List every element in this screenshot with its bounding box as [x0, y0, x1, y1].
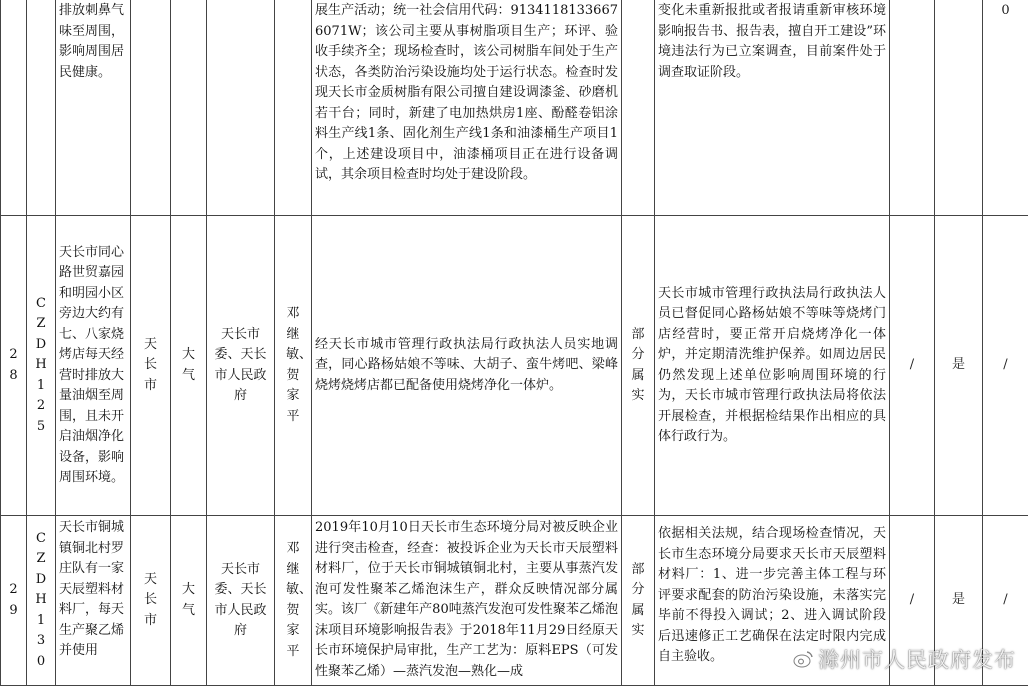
weibo-logo-icon [792, 648, 814, 670]
status-cell-2 [935, 0, 983, 216]
responsible-unit-cell: 天长市委、天长市人民政府 [207, 516, 275, 686]
handling-cell: 天长市城市管理行政执法局行政执法人员已督促同心路杨姑娘不等味等烧烤门店经营时，要正常开启烧烤净化一体炉，并定期清洗维护保养。如周边居民仍然发现上述单位影响周围环境的行为，天长市城市管理行政执法局将依法开展检查，并根据检结果作出相应的具体行政行为。 [655, 216, 890, 516]
seq-cell: 29 [1, 516, 27, 686]
region-cell: 天长市 [131, 216, 171, 516]
code-cell: CZDH125 [27, 216, 56, 516]
responsible-leader-cell: 邓继敏、贺家平 [275, 216, 312, 516]
region-cell: 天长市 [131, 516, 171, 686]
status-cell-3: / [983, 216, 1028, 516]
status-cell-1: / [890, 516, 935, 686]
watermark-text: 滁州市人民政府发布 [818, 644, 1016, 674]
responsible-leader-cell [275, 0, 312, 216]
findings-cell: 2019年10月10日天长市生态环境分局对被反映企业进行突击检查，经查：被投诉企业为天长市天辰塑料材料厂，位于天长市铜城镇铜北村，主要从事蒸汽发泡可发性聚苯乙烯泡沫生产，群众反映情况部分属实。该厂《新建年产80吨蒸汽发泡可发性聚苯乙烯泡沫项目环境影响报告表》于2018年11月29日经原天长市环境保护局审批，生产工艺为：原料EPS（可发性聚苯乙烯）—蒸汽发泡—熟化—成 [312, 516, 622, 686]
code-cell: CZDH130 [27, 516, 56, 686]
status-cell-2: 是 [935, 216, 983, 516]
verdict-cell [622, 0, 655, 216]
status-cell-1: / [890, 216, 935, 516]
watermark [792, 644, 1016, 674]
handling-cell: 依据相关法规，结合现场检查情况，天长市生态环境分局要求天长市天辰塑料材料厂：1、进一步完善主体工程与环评要求配套的防治污染设施，未落实完毕前不得投入调试；2、进入调试阶段后迅速修正工艺确保在法定时限内完成自主验收。 [655, 516, 890, 686]
verdict-cell: 部分属实 [622, 516, 655, 686]
findings-cell: 经天长市城市管理行政执法局行政执法人员实地调查，同心路杨姑娘不等味、大胡子、蛮牛烤吧、梁峰烧烤烧烤店都已配备使用烧烤净化一体炉。 [312, 216, 622, 516]
findings-cell: 展生产活动；统一社会信用代码：91341181336676071W；该公司主要从事树脂项目生产；环评、验收手续齐全；现场检查时，该公司树脂车间处于生产状态，各类防治污染设施均处于运行状态。检查时发现天长市金质树脂有限公司擅自建设调漆釜、砂磨机若干台；同时，新建了电加热烘房1座、酚醛卷铝涂料生产线1条、固化剂生产线1条和油漆桶生产项目1个，上述建设项目中，油漆桶项目正在进行设备调试，其余项目检查时均处于建设阶段。 [312, 0, 622, 216]
complaint-cell: 排放刺鼻气味至周围，影响周围居民健康。 [56, 0, 131, 216]
responsible-unit-cell [207, 0, 275, 216]
status-cell-1 [890, 0, 935, 216]
seq-cell: 28 [1, 216, 27, 516]
complaint-cell: 天长市同心路世贸嘉园和明园小区旁边大约有七、八家烧烤店每天经营时排放大量油烟至周围，且未开启油烟净化设备，影响周围环境。 [56, 216, 131, 516]
region-cell [131, 0, 171, 216]
pollution-type-cell [171, 0, 207, 216]
status-cell-2: 是 [935, 516, 983, 686]
status-cell-3: / [983, 516, 1028, 686]
responsible-unit-cell: 天长市委、天长市人民政府 [207, 216, 275, 516]
responsible-leader-cell: 邓继敏、贺家平 [275, 516, 312, 686]
verdict-cell: 部分属实 [622, 216, 655, 516]
code-cell [27, 0, 56, 216]
handling-cell: 变化未重新报批或者报请重新审核环境影响报告书、报告表，擅自开工建设”环境违法行为已立案调查，目前案件处于调查取证阶段。 [655, 0, 890, 216]
table-row [1, 0, 1028, 216]
complaint-cell: 天长市铜城镇铜北村罗庄队有一家天辰塑料材料厂，每天生产聚乙烯并使用 [56, 516, 131, 686]
pollution-type-cell: 大气 [171, 216, 207, 516]
table-row [1, 216, 1028, 516]
status-cell-3: 0 [983, 0, 1028, 216]
seq-cell [1, 0, 27, 216]
pollution-type-cell: 大气 [171, 516, 207, 686]
